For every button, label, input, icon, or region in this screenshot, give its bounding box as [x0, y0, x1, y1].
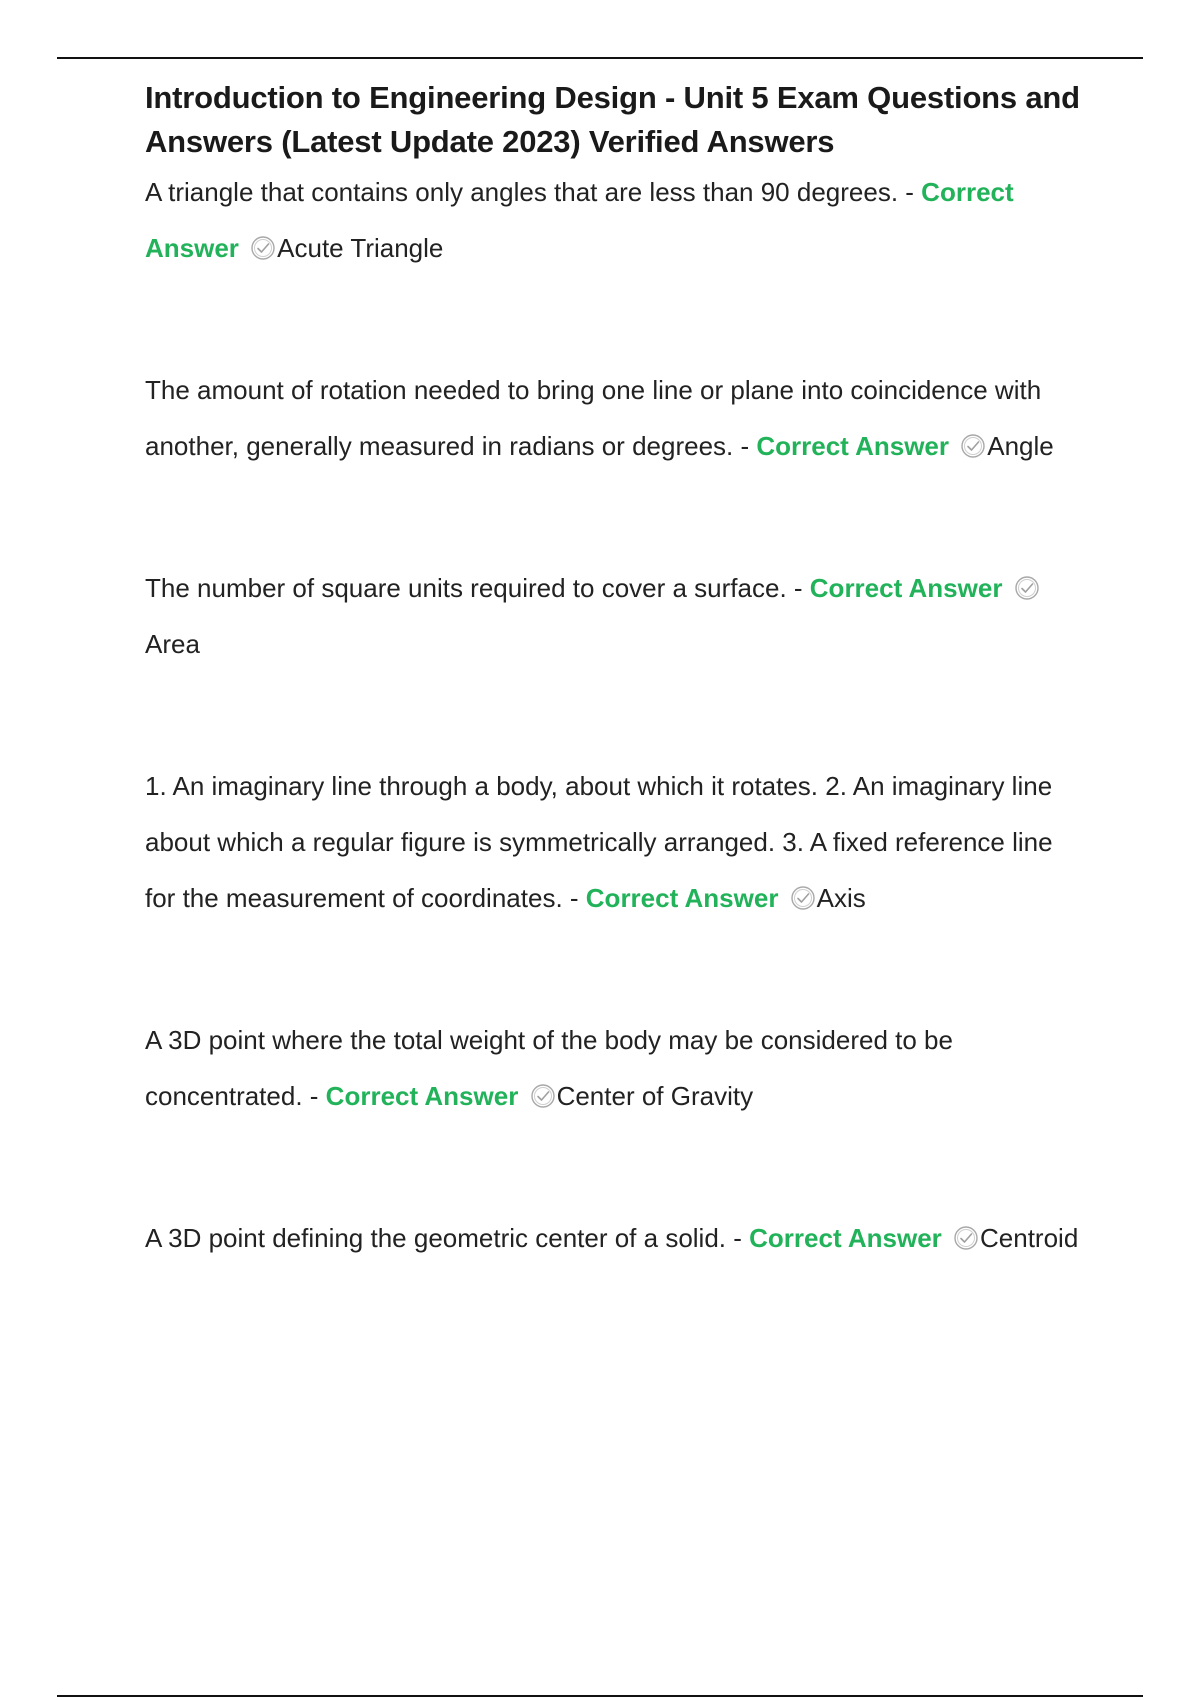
- question-text: A 3D point defining the geometric center of a solid.: [145, 1223, 727, 1253]
- correct-answer-label: Correct Answer: [585, 883, 779, 913]
- answer-text: Center of Gravity: [556, 1081, 754, 1111]
- qa-item-area: [145, 560, 1085, 672]
- document-body: [145, 76, 1085, 1266]
- check-circle-icon: [953, 1225, 979, 1251]
- separator: -: [786, 573, 810, 603]
- question-text: The number of square units required to cover a surface.: [145, 573, 787, 603]
- bottom-rule: [57, 1695, 1143, 1697]
- separator: -: [302, 1081, 326, 1111]
- qa-item-axis: [145, 758, 1085, 926]
- check-circle-icon: [530, 1083, 556, 1109]
- question-text: The amount of rotation needed to bring one line or plane into coincidence with another, generally measured in radians or degrees.: [145, 375, 1042, 461]
- answer-text: Acute Triangle: [277, 233, 444, 263]
- separator: -: [562, 883, 586, 913]
- correct-answer-label: Correct Answer: [756, 431, 950, 461]
- correct-answer-label: Correct Answer: [809, 573, 1003, 603]
- question-text: 1. An imaginary line through a body, about which it rotates. 2. An imaginary line about which a regular figure is symmetrically arranged. 3. A fixed reference line for the measurement of coordinates.: [145, 771, 1053, 913]
- check-circle-icon: [1014, 575, 1040, 601]
- answer-text: Area: [145, 629, 200, 659]
- check-circle-icon: [790, 885, 816, 911]
- correct-answer-label: Correct Answer: [749, 1223, 942, 1253]
- qa-item-center-of-gravity: [145, 1012, 1085, 1124]
- separator: -: [898, 177, 922, 207]
- separator: -: [733, 431, 757, 461]
- question-text: A 3D point where the total weight of the body may be considered to be concentrated.: [145, 1025, 953, 1111]
- separator: -: [726, 1223, 750, 1253]
- question-text: A triangle that contains only angles that are less than 90 degrees.: [145, 177, 899, 207]
- qa-item-centroid: [145, 1210, 1085, 1266]
- answer-text: Centroid: [980, 1223, 1079, 1253]
- check-circle-icon: [250, 235, 276, 261]
- check-circle-icon: [960, 433, 986, 459]
- correct-answer-label: Correct Answer: [325, 1081, 519, 1111]
- qa-item-angle: [145, 362, 1085, 474]
- document-title: Introduction to Engineering Design - Unit 5 Exam Questions and Answers (Latest Update 2023) Verified Answers: [145, 80, 1080, 159]
- answer-text: Axis: [816, 883, 866, 913]
- correct-answer-label: Correct Answer: [145, 177, 1014, 263]
- qa-item-acute-triangle: [145, 164, 1085, 276]
- answer-text: Angle: [987, 431, 1054, 461]
- top-rule: [57, 57, 1143, 59]
